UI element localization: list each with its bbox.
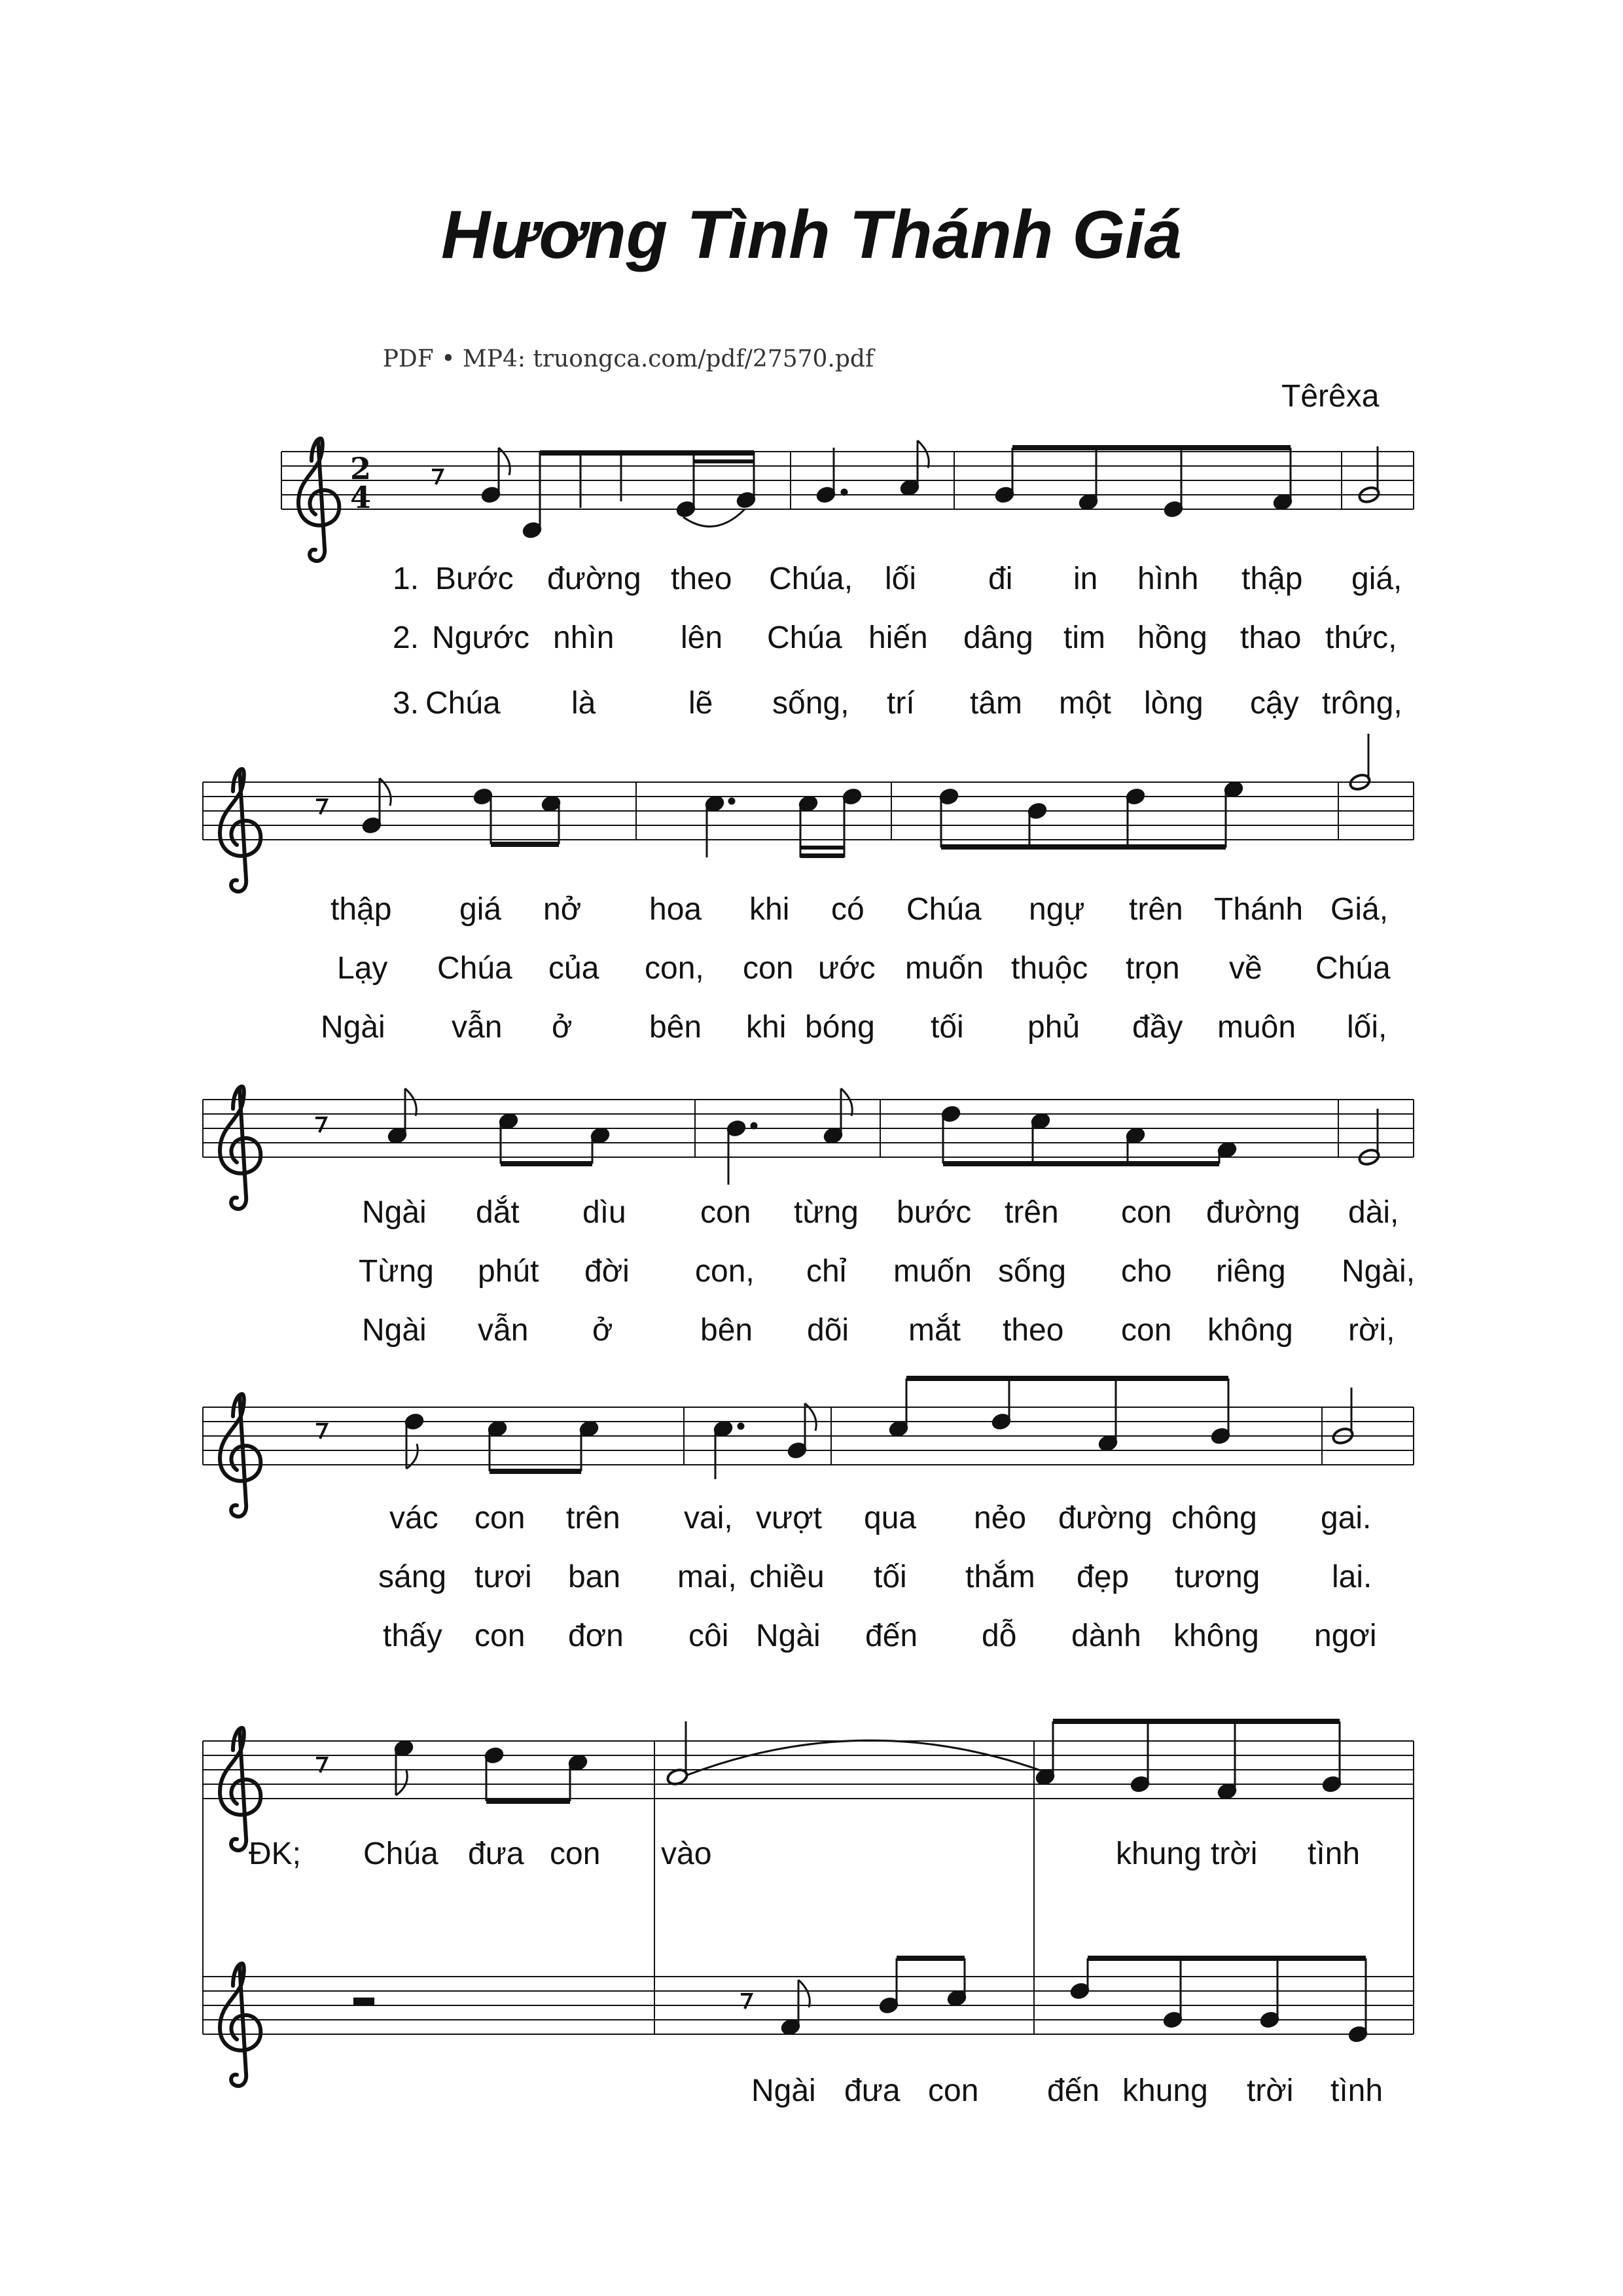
lyric-syllable: trông,: [1322, 686, 1402, 721]
lyric-syllable: khung: [1116, 1837, 1202, 1871]
lyrics-chorus: [249, 1837, 1383, 2108]
lyric-syllable: lòng: [1144, 686, 1204, 721]
lyric-syllable: bên: [649, 1010, 702, 1045]
lyric-syllable: không: [1173, 1619, 1259, 1653]
lyric-syllable: Bước: [435, 562, 514, 596]
lyric-syllable: hồng: [1137, 620, 1207, 655]
lyric-syllable: lẽ: [688, 686, 713, 721]
lyric-syllable: hình: [1137, 562, 1199, 596]
lyric-syllable: đi: [988, 562, 1013, 596]
lyric-syllable: Ngài: [321, 1010, 385, 1045]
lyric-syllable: giá,: [1351, 562, 1402, 596]
lyric-syllable: đơn: [568, 1619, 624, 1653]
lyric-syllable: muốn: [893, 1254, 972, 1289]
lyric-syllable: ở: [592, 1313, 613, 1348]
eighth-rest-icon: [741, 1994, 751, 2009]
lyric-syllable: bên: [700, 1313, 753, 1348]
lyric-syllable: trên: [1129, 892, 1183, 927]
lyric-syllable: của: [548, 951, 599, 986]
lyric-syllable: là: [571, 686, 596, 721]
eighth-rest-icon: [432, 470, 442, 484]
lyric-syllable: khi: [749, 892, 790, 927]
lyric-syllable: dâng: [963, 620, 1033, 655]
lyric-syllable: con: [550, 1837, 601, 1871]
lyric-syllable: cậy: [1250, 686, 1299, 721]
lyric-syllable: cho: [1121, 1254, 1172, 1289]
treble-clef-icon: [220, 1964, 260, 2086]
treble-clef-icon: [220, 1394, 260, 1516]
lyric-syllable: Chúa,: [769, 562, 853, 596]
lyric-syllable: con: [700, 1195, 751, 1230]
lyric-syllable: Giá,: [1330, 892, 1389, 927]
lyric-syllable: bước: [897, 1195, 972, 1230]
lyric-syllable: Chúa: [437, 951, 512, 986]
lyric-syllable: Thánh: [1214, 892, 1304, 927]
lyric-syllable: đường: [547, 562, 641, 596]
lyric-syllable: con: [928, 2073, 979, 2108]
lyric-syllable: chông: [1171, 1501, 1257, 1535]
lyric-syllable: chiều: [749, 1560, 825, 1594]
staff-system-3: [203, 1086, 1414, 1209]
lyric-syllable: Ngài,: [1342, 1254, 1416, 1289]
lyric-syllable: Lạy: [337, 951, 388, 986]
lyric-syllable: con: [743, 951, 794, 986]
lyric-syllable: khung: [1122, 2073, 1208, 2108]
lyric-syllable: muôn: [1217, 1010, 1296, 1045]
lyric-syllable: thức,: [1325, 620, 1397, 655]
treble-clef-icon: [220, 1086, 260, 1209]
lyric-syllable: ở: [552, 1010, 573, 1045]
lyric-syllable: có: [831, 892, 865, 927]
lyric-syllable: tâm: [970, 686, 1023, 721]
staff-system-1: [281, 439, 1414, 561]
lyric-syllable: côi: [688, 1619, 729, 1653]
lyric-syllable: về: [1229, 951, 1262, 986]
lyric-syllable: dõi: [807, 1313, 849, 1348]
lyric-syllable: Chúa: [363, 1837, 438, 1871]
staff-system-4: [203, 1376, 1414, 1516]
lyric-syllable: lối: [885, 562, 917, 596]
lyric-syllable: trên: [1005, 1195, 1059, 1230]
lyric-syllable: sáng: [378, 1560, 447, 1594]
lyric-syllable: theo: [671, 562, 732, 596]
lyric-syllable: in: [1073, 562, 1098, 596]
lyrics-system-4: [378, 1501, 1377, 1653]
chorus-label: ĐK;: [249, 1837, 302, 1871]
lyric-syllable: gai.: [1321, 1501, 1372, 1535]
lyric-syllable: vào: [661, 1837, 712, 1871]
lyric-syllable: vẫn: [452, 1010, 503, 1045]
lyric-syllable: dài,: [1348, 1195, 1399, 1230]
lyric-syllable: không: [1207, 1313, 1293, 1348]
lyric-syllable: trên: [566, 1501, 620, 1535]
lyric-syllable: nở: [543, 892, 582, 927]
lyric-syllable: dắt: [476, 1195, 520, 1230]
lyric-syllable: dành: [1071, 1619, 1141, 1653]
lyric-syllable: lên: [681, 620, 723, 655]
lyric-syllable: sống: [998, 1254, 1067, 1289]
lyric-syllable: đời: [584, 1254, 630, 1289]
lyric-syllable: Ngài: [362, 1195, 427, 1230]
source-link[interactable]: PDF • MP4: truongca.com/pdf/27570.pdf: [382, 346, 874, 372]
lyric-syllable: ước: [818, 951, 876, 986]
lyric-syllable: phủ: [1027, 1010, 1080, 1045]
lyric-syllable: Chúa: [425, 686, 501, 721]
lyric-syllable: dỗ: [982, 1619, 1017, 1653]
lyric-syllable: đường: [1206, 1195, 1300, 1230]
lyric-syllable: Ngước: [432, 620, 529, 655]
lyric-syllable: Ngài: [756, 1619, 821, 1653]
lyric-syllable: con: [1121, 1313, 1172, 1348]
lyric-syllable: muốn: [905, 951, 984, 986]
lyric-syllable: bóng: [805, 1010, 875, 1045]
song-title: Hương Tình Thánh Giá: [441, 197, 1182, 273]
staff-system-2: [203, 734, 1414, 891]
lyric-syllable: lai.: [1332, 1560, 1372, 1594]
lyric-syllable: rời,: [1348, 1313, 1395, 1348]
lyric-syllable: thập: [330, 892, 392, 927]
lyric-syllable: đường: [1058, 1501, 1152, 1535]
lyrics-system-1: [393, 562, 1402, 721]
lyric-syllable: hiến: [868, 620, 928, 655]
lyric-syllable: ngơi: [1314, 1619, 1377, 1653]
lyrics-system-3: [359, 1194, 1415, 1348]
treble-clef-icon: [220, 1728, 260, 1850]
lyric-syllable: phút: [478, 1254, 539, 1289]
lyric-syllable: tối: [931, 1010, 964, 1045]
time-signature-top: 2: [350, 451, 372, 486]
lyric-syllable: đầy: [1132, 1010, 1183, 1045]
lyric-syllable: ngự: [1029, 892, 1085, 927]
lyric-syllable: nẻo: [974, 1501, 1027, 1535]
lyric-syllable: đẹp: [1077, 1560, 1130, 1594]
lyric-syllable: chỉ: [806, 1254, 847, 1289]
lyric-syllable: vẫn: [478, 1313, 529, 1348]
lyric-syllable: qua: [864, 1501, 917, 1535]
lyric-syllable: trời: [1247, 2073, 1294, 2108]
lyric-syllable: đưa: [468, 1837, 524, 1871]
lyric-syllable: Ngài: [362, 1313, 427, 1348]
lyric-syllable: Từng: [359, 1254, 434, 1289]
lyric-syllable: nhìn: [553, 620, 615, 655]
lyrics-system-2: [321, 892, 1391, 1045]
lyric-syllable: mắt: [908, 1313, 961, 1348]
lyric-syllable: 1.: [393, 562, 419, 596]
treble-clef-icon: [298, 439, 339, 561]
lyric-syllable: đến: [865, 1619, 918, 1653]
lyric-syllable: tương: [1175, 1560, 1260, 1594]
lyric-syllable: Ngài: [751, 2073, 816, 2108]
lyric-syllable: trí: [887, 686, 915, 721]
lyric-syllable: mai,: [677, 1560, 737, 1594]
lyric-syllable: thắm: [965, 1560, 1035, 1594]
lyric-syllable: thao: [1240, 620, 1302, 655]
lyric-syllable: theo: [1003, 1313, 1064, 1348]
lyric-syllable: tim: [1063, 620, 1105, 655]
lyric-syllable: đến: [1047, 2073, 1100, 2108]
lyric-syllable: trời: [1211, 1837, 1258, 1871]
lyric-syllable: đưa: [844, 2073, 901, 2108]
half-rest-icon: [353, 1998, 374, 2005]
lyric-syllable: vượt: [756, 1501, 822, 1535]
lyric-syllable: ban: [568, 1560, 621, 1594]
treble-clef-icon: [220, 769, 260, 891]
lyric-syllable: 2.: [393, 620, 419, 655]
composer-name: Têrêxa: [1281, 379, 1380, 414]
lyric-syllable: tình: [1308, 1837, 1361, 1871]
lyric-syllable: thuộc: [1011, 951, 1088, 986]
lyric-syllable: giá: [459, 892, 502, 927]
eighth-rest-icon: [316, 800, 327, 814]
lyric-syllable: con: [474, 1501, 526, 1535]
lyric-syllable: con: [1121, 1195, 1172, 1230]
lyric-syllable: tươi: [474, 1560, 532, 1594]
lyric-syllable: riêng: [1216, 1254, 1286, 1289]
lyric-syllable: thấy: [383, 1619, 442, 1653]
lyric-syllable: tối: [874, 1560, 907, 1594]
lyric-syllable: vai,: [684, 1501, 733, 1535]
lyric-syllable: sống,: [772, 686, 849, 721]
eighth-rest-icon: [315, 1118, 326, 1132]
lyric-syllable: Chúa: [767, 620, 842, 655]
lyric-syllable: một: [1059, 686, 1112, 721]
lyric-syllable: con: [474, 1619, 526, 1653]
lyric-syllable: lối,: [1347, 1010, 1387, 1045]
staff-system-5: [203, 1719, 1414, 2086]
lyric-syllable: dìu: [582, 1195, 626, 1230]
lyric-syllable: 3.: [393, 686, 419, 721]
lyric-syllable: vác: [389, 1501, 438, 1535]
lyric-syllable: thập: [1241, 562, 1303, 596]
lyric-syllable: trọn: [1126, 951, 1180, 986]
lyric-syllable: khi: [746, 1010, 787, 1045]
lyric-syllable: Chúa: [906, 892, 982, 927]
lyric-syllable: hoa: [649, 892, 702, 927]
lyric-syllable: con,: [695, 1254, 755, 1289]
lyric-syllable: Chúa: [1315, 951, 1391, 986]
lyric-syllable: tình: [1330, 2073, 1383, 2108]
time-signature-bottom: 4: [350, 480, 372, 515]
lyric-syllable: con,: [645, 951, 704, 986]
lyric-syllable: từng: [794, 1195, 859, 1230]
